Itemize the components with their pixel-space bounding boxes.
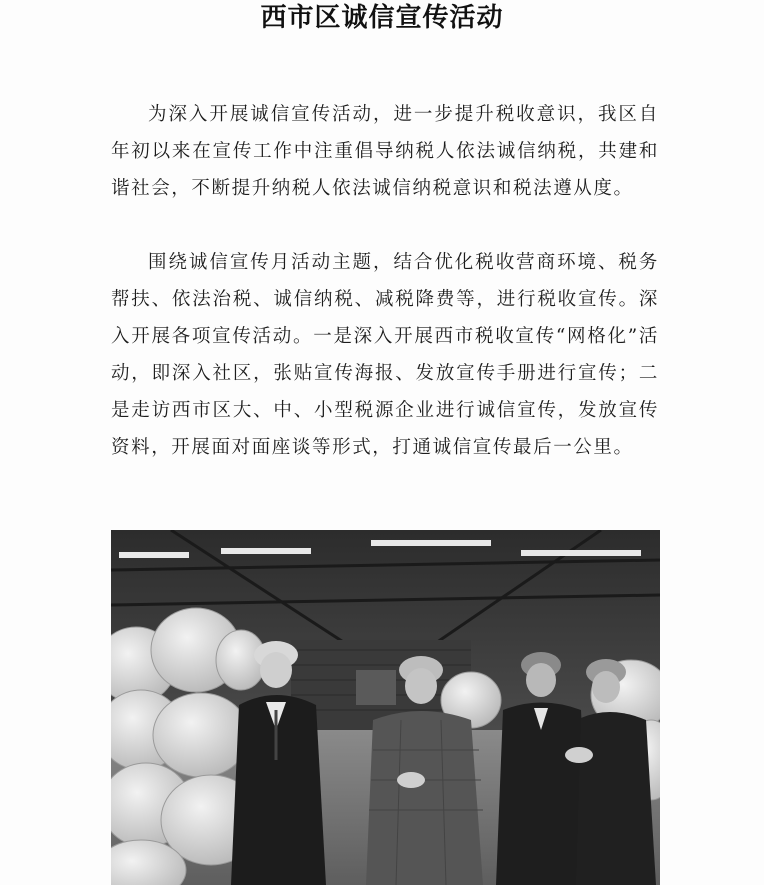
paragraph-1: 为深入开展诚信宣传活动，进一步提升税收意识，我区自年初以来在宣传工作中注重倡导纳税人依法诚信纳税，共建和谐社会，不断提升纳税人依法诚信纳税意识和税法遵从度。 [111,104,659,199]
warehouse-visit-photo [111,530,660,885]
page-title: 西市区诚信宣传活动 [260,3,504,33]
paragraph-2: 围绕诚信宣传月活动主题，结合优化税收营商环境、税务帮扶、依法治税、诚信纳税、减税降费等，进行税收宣传。深入开展各项宣传活动。一是深入开展西市税收宣传“网格化”活动，即深入社区，张贴宣传海报、发放宣传手册进行宣传；二是走访西市区大、中、小型税源企业进行诚信宣传，发放宣传资料，开展面对面座谈等形式，打通诚信宣传最后一公里。 [111,252,659,458]
